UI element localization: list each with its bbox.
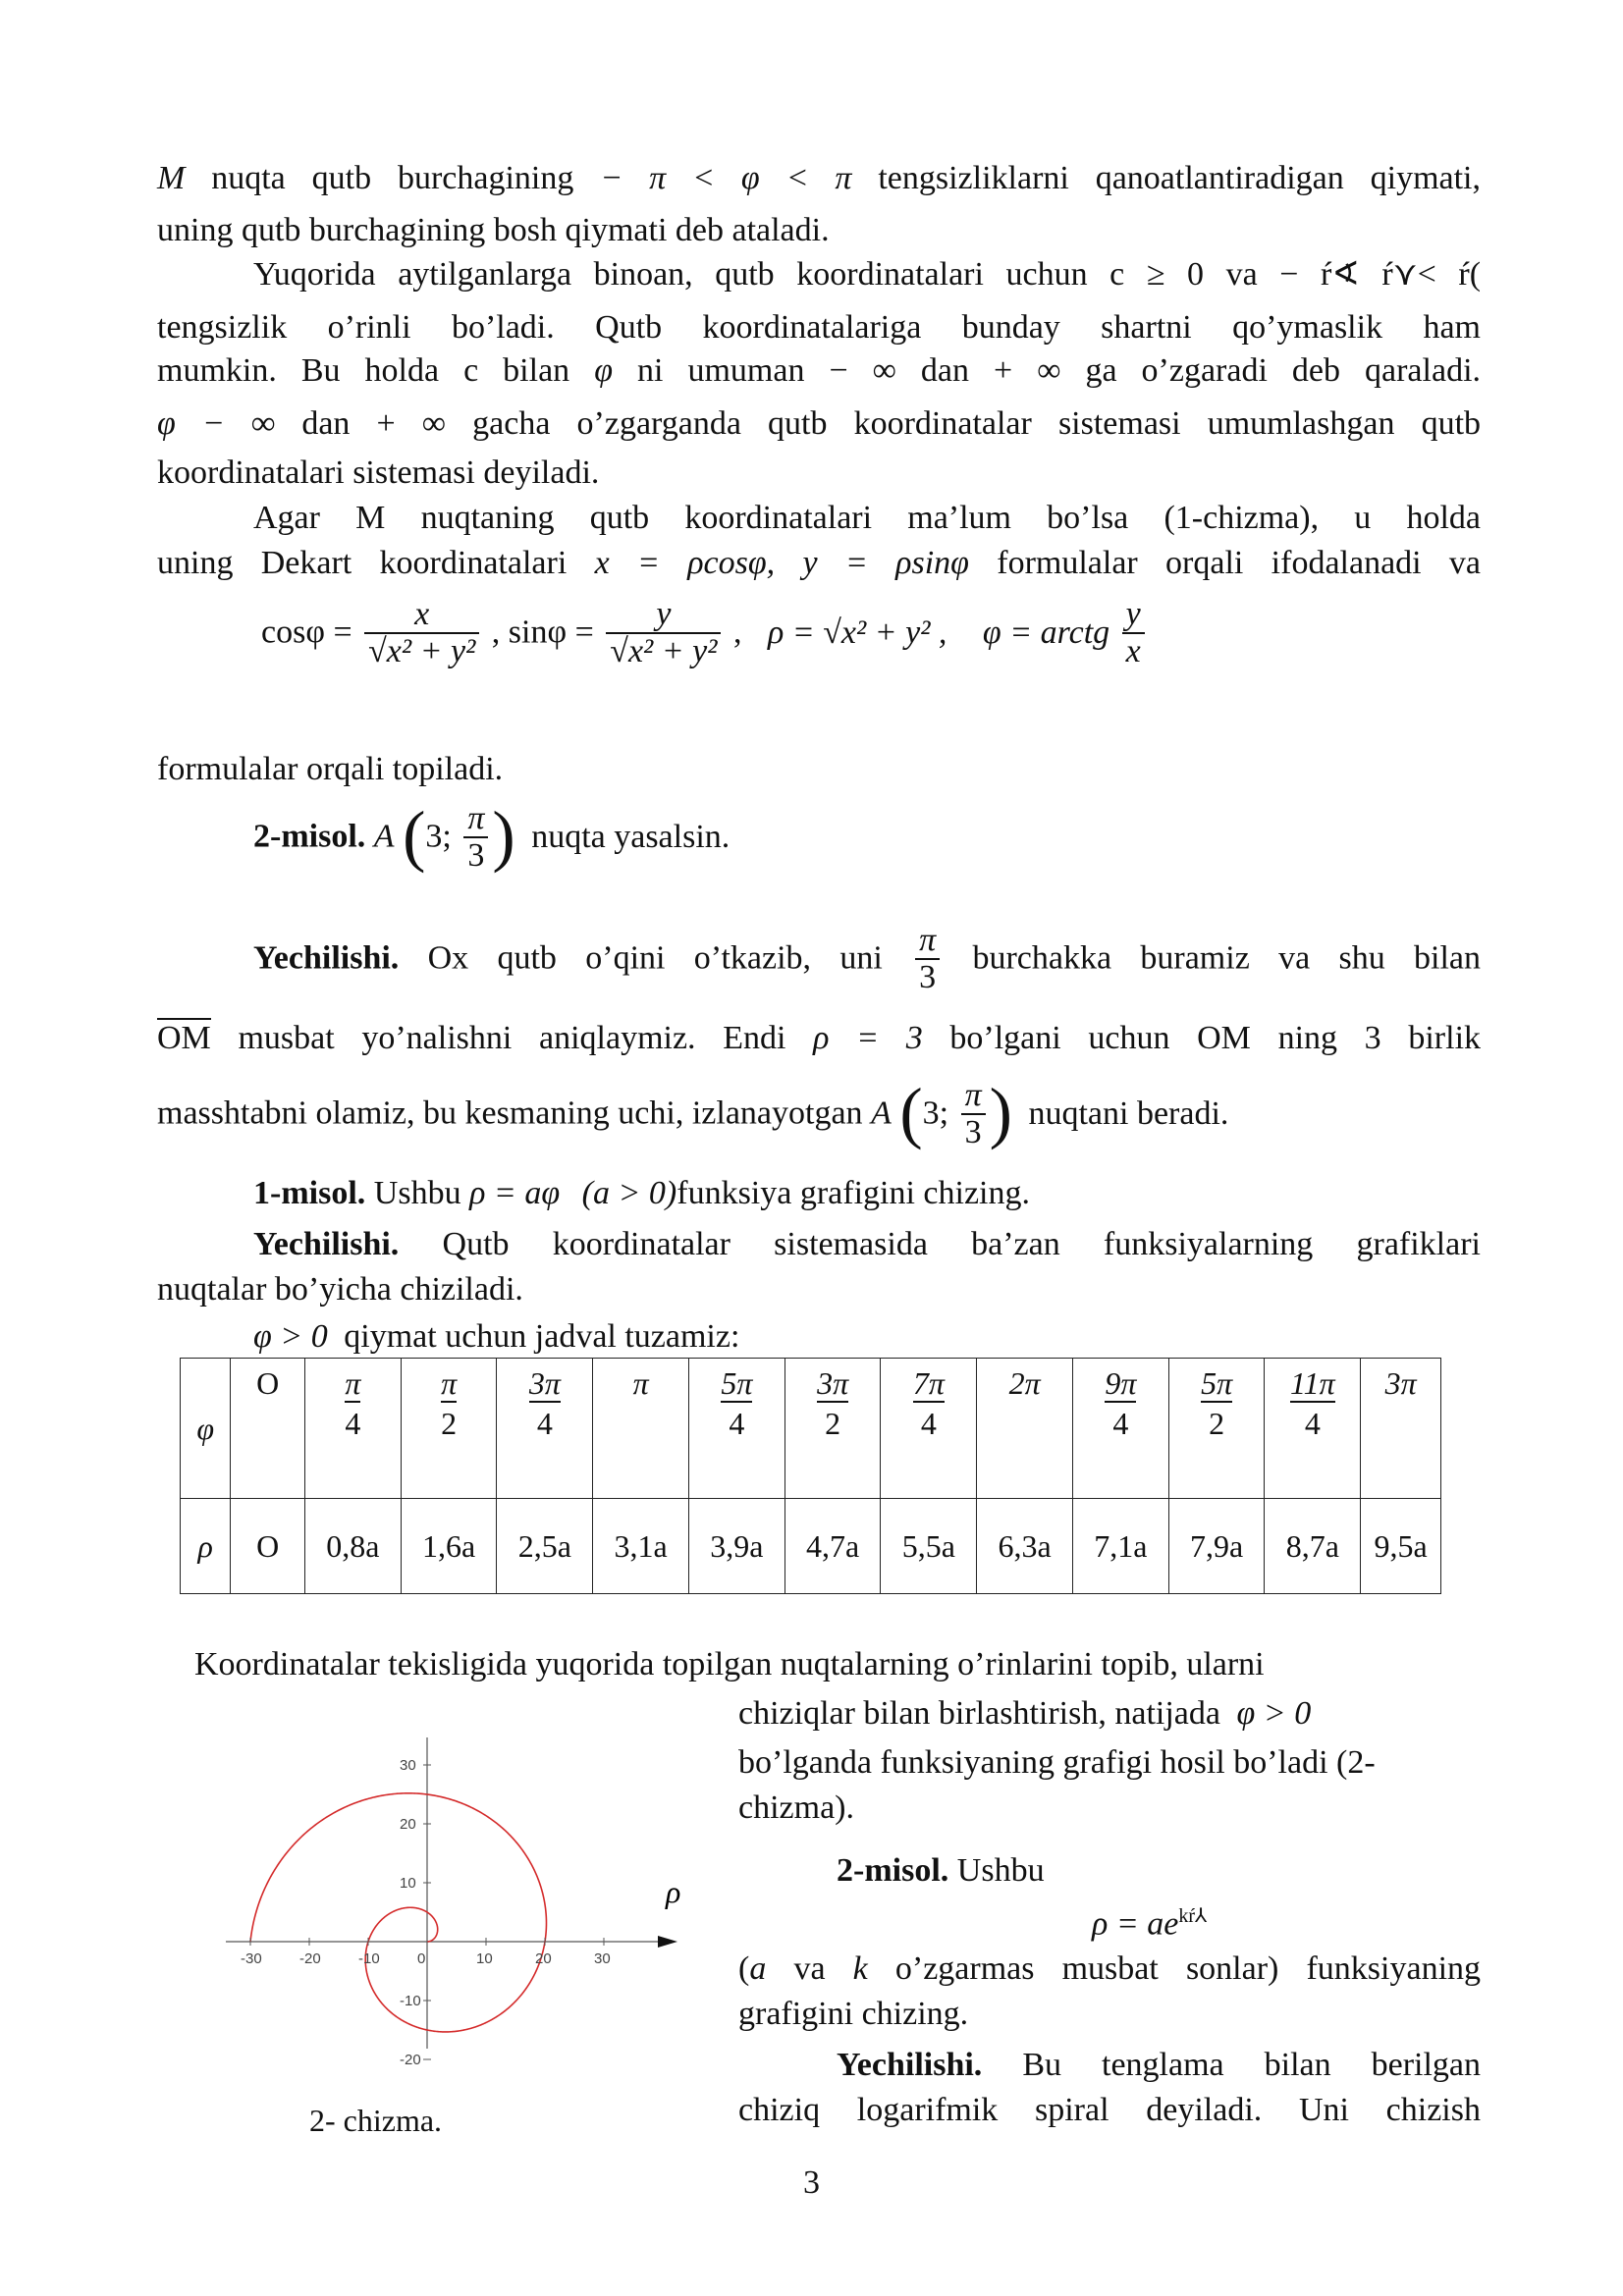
text-line: M nuqta qutb burchagining − π < φ < π tengsizliklarni qanoatlantiradigan qiymati, [157,160,1481,196]
text-line: Koordinatalar tekisligida yuqorida topilgan nuqtalarning o’rinlarini topib, ularni [194,1646,1265,1682]
y-tick-label: 20 [400,1816,416,1833]
text-line: φ > 0 qiymat uchun jadval tuzamiz: [253,1318,740,1355]
table-cell: 5,5a [881,1499,977,1594]
fraction: $\frac{\pi}{3}$ [915,923,940,994]
table-cell: 7,9a [1168,1499,1265,1594]
text-line: Agar M nuqtaning qutb koordinatalari ma’lum bo’lsa (1-chizma), u holda [253,500,1481,536]
text-line: Yechilishi. Bu tenglama bilan berilgan [837,2047,1482,2083]
text-line: OM musbat yo’nalishni aniqlaymiz. Endi ρ = 3 bo’lgani uchun OM ning 3 birlik [157,1020,1482,1056]
example-heading: 1-misol. Ushbu ρ = aφ (a > 0)funksiya grafigini chizing. [253,1175,1030,1211]
table-cell: 2,5a [497,1499,593,1594]
spiral-figure [196,1718,707,2068]
table-cell: O [231,1499,305,1594]
table-cell: 7,1a [1072,1499,1168,1594]
var-m: M [157,160,186,196]
formula: $\rho = ae^{kŕ⅄}$ [1092,1905,1208,1943]
table-cell: 4,7a [784,1499,881,1594]
table-cell: $\frac{11\pi}{4}$ [1265,1359,1361,1499]
table-cell: $\frac{5\pi}{4}$ [688,1359,784,1499]
x-tick-label: 0 [417,1950,426,1967]
vector-om: OM [157,1020,211,1056]
text-line: chiziqlar bilan birlashtirish, natijada φ > 0 [738,1695,1312,1732]
inequality: − π < φ < π [600,160,852,196]
table-row-rho [181,1499,1441,1594]
figure-caption: 2- chizma. [309,2103,443,2138]
page-number: 3 [803,2164,820,2201]
table-cell: 1,6a [401,1499,497,1594]
example-heading: 2-misol. A (3; $\frac{\pi}{3}$ ) nuqta yasalsin. [253,798,730,875]
fraction: $\frac{x}{\text{√x² + y²}}$ [364,597,479,668]
y-tick-label: -10 [400,1993,421,2009]
table-row-label: ρ [181,1499,231,1594]
text-line: formulalar orqali topiladi. [157,751,504,787]
text-line: nuqtalar bo’yicha chiziladi. [157,1271,523,1308]
archimedes-spiral-curve [250,1793,546,2032]
axis-arrow-icon [658,1936,677,1948]
x-tick-label: -10 [358,1950,380,1967]
fraction: $\frac{y}{x}$ [1122,597,1145,668]
table-cell: 8,7a [1265,1499,1361,1594]
table-cell: $\frac{3\pi}{4}$ [497,1359,593,1499]
text-line: uning Dekart koordinatalari x = ρcosφ, y = ρsinφ formulalar orqali ifodalanadi va [157,545,1482,581]
table-cell: $\frac{5\pi}{2}$ [1168,1359,1265,1499]
table-cell: 2π [977,1359,1073,1499]
fraction: $\frac{\pi}{3}$ [961,1078,986,1149]
x-tick-label: 30 [594,1950,611,1967]
text-line: bo’lganda funksiyaning grafigi hosil bo’ladi (2- [738,1744,1376,1781]
garbled-symbols: − ŕ∢ ŕ⋎< ŕ( [1279,256,1482,293]
table-cell: $\frac{3\pi}{2}$ [784,1359,881,1499]
x-tick-label: 10 [476,1950,493,1967]
text-line: chiziq logarifmik spiral deyiladi. Uni chizish [738,2092,1481,2128]
fraction: $\frac{y}{\text{√x² + y²}}$ [606,597,721,668]
text-line: uning qutb burchagining bosh qiymati deb ataladi. [157,212,830,248]
text-line: koordinatalari sistemasi deyiladi. [157,454,600,491]
table-row-phi [181,1359,1441,1499]
fraction: $\frac{\pi}{3}$ [463,801,488,873]
table-cell: 0,8a [304,1499,401,1594]
text-line: grafigini chizing. [738,1996,969,2032]
text-line: (a va k o’zgarmas musbat sonlar) funksiyaning [738,1950,1482,1987]
table-cell: 3π [1361,1359,1441,1499]
text-line: φ − ∞ dan + ∞ gacha o’zgarganda qutb koordinatalar sistemasi umumlashgan qutb [157,405,1482,442]
y-tick-label: 30 [400,1757,416,1774]
text-line: Yechilishi. Ox qutb o’qini o’tkazib, uni $\frac{\pi}{3}$ burchakka buramiz va shu bilan [253,922,1482,995]
x-tick-label: -20 [299,1950,321,1967]
values-table [180,1358,1441,1594]
text-line: mumkin. Bu holda c bilan φ ni umuman − ∞ dan + ∞ ga o’zgaradi deb qaraladi. [157,352,1482,389]
text-line: Yuqorida aytilganlarga binoan, qutb koordinatalari uchun c ≥ 0 va − ŕ∢ ŕ⋎< ŕ( [253,256,1482,293]
example-heading: 2-misol. Ushbu [837,1852,1045,1889]
formula-block: cosφ = $\frac{x}{\text{√x² + y²}}$ , sinφ = $\frac{y}{\text{√x² + y²}}$ , ρ = √x² + y² , φ = arctg $\frac{y}{x}$ [261,597,1149,668]
table-cell: O [231,1359,305,1499]
axis-label-rho: ρ [666,1874,681,1909]
y-tick-label: 10 [400,1875,416,1892]
table-cell: 9,5a [1361,1499,1441,1594]
y-tick-label: -20 [400,2052,421,2068]
text-line: tengsizlik o’rinli bo’ladi. Qutb koordinatalariga bunday shartni qo’ymaslik ham [157,309,1481,346]
table-cell: 3,9a [688,1499,784,1594]
table-cell: 3,1a [593,1499,689,1594]
table-cell: π [593,1359,689,1499]
table-cell: 6,3a [977,1499,1073,1594]
table-cell: $\frac{7\pi}{4}$ [881,1359,977,1499]
table-row-label: φ [181,1359,231,1499]
x-tick-label: -30 [241,1950,262,1967]
text-line: Yechilishi. Qutb koordinatalar sistemasida ba’zan funksiyalarning grafiklari [253,1226,1481,1262]
text-line: chizma). [738,1789,854,1826]
table-cell: $\frac{\pi}{4}$ [304,1359,401,1499]
table-cell: $\frac{\pi}{2}$ [401,1359,497,1499]
axes [226,1737,658,2049]
table-cell: $\frac{9\pi}{4}$ [1072,1359,1168,1499]
text-line: masshtabni olamiz, bu kesmaning uchi, izlanayotgan A (3; $\frac{\pi}{3}$ ) nuqtani beradi. [157,1075,1229,1151]
x-tick-label: 20 [535,1950,552,1967]
